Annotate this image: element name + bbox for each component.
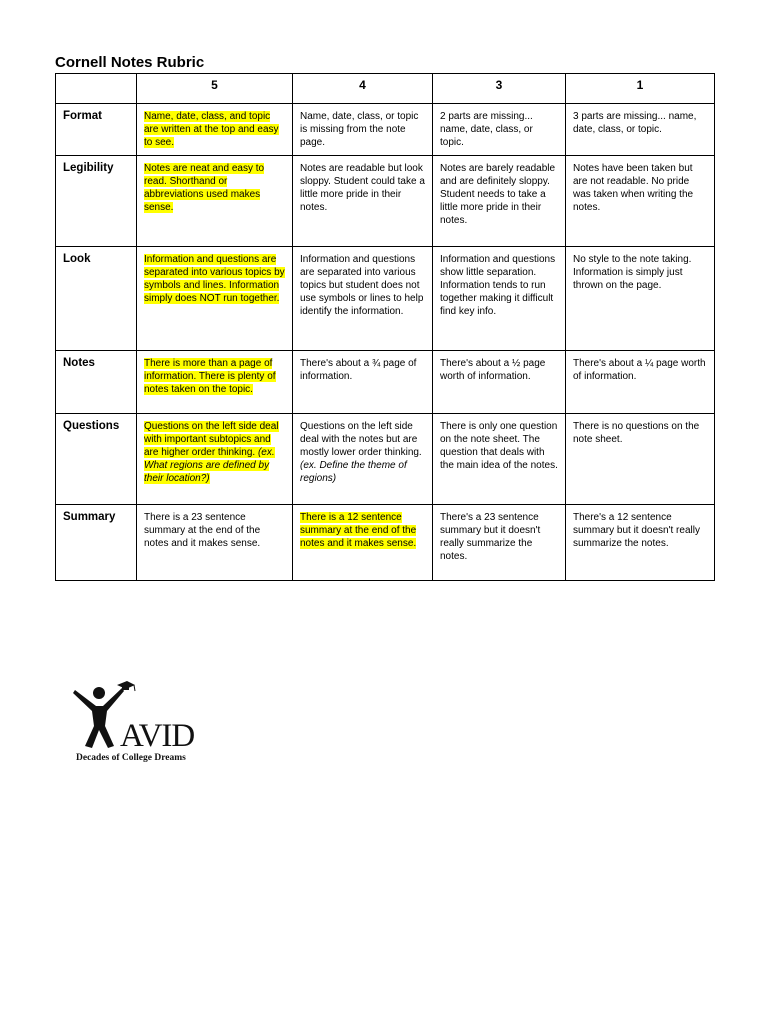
cell-main-text: Questions on the left side deal with the notes but are mostly lower order thinking. [300, 421, 422, 458]
cell-example-text: (ex. What regions are defined by their location?) [144, 447, 275, 484]
avid-wordmark: AVID [120, 718, 195, 754]
rubric-cell: 3 parts are missing... name, date, class, or topic. [566, 104, 715, 156]
criterion-label: Format [56, 104, 137, 156]
graduation-cap-icon [117, 681, 135, 691]
table-row [56, 247, 715, 351]
avid-logo [72, 680, 217, 765]
rubric-cell: 2 parts are missing... name, date, class, or topic. [433, 104, 566, 156]
column-header-score-4: 4 [293, 74, 433, 104]
avid-logo-graphic [72, 680, 217, 765]
rubric-cell [293, 505, 433, 581]
criterion-label: Summary [56, 505, 137, 581]
rubric-cell: There's about a ¼ page worth of information. [566, 351, 715, 414]
rubric-table [55, 73, 715, 581]
avid-tagline: Decades of College Dreams [76, 753, 186, 763]
rubric-cell: There's a 23 sentence summary but it doesn't really summarize the notes. [433, 505, 566, 581]
column-header-score-1: 1 [566, 74, 715, 104]
criterion-label: Notes [56, 351, 137, 414]
jumping-figure-icon [73, 687, 124, 748]
highlighted-text: Information and questions are separated into various topics by symbols and lines. Information simply does NOT run together. [144, 254, 285, 304]
rubric-cell: There's about a ½ page worth of information. [433, 351, 566, 414]
highlighted-text: Notes are neat and easy to read. Shorthand or abbreviations used makes sense. [144, 163, 265, 213]
rubric-cell [137, 351, 293, 414]
rubric-cell: There's a 12 sentence summary but it doesn't really summarize the notes. [566, 505, 715, 581]
column-header-score-5: 5 [137, 74, 293, 104]
table-row [56, 156, 715, 247]
rubric-cell: Notes are readable but look sloppy. Student could take a little more pride in their notes. [293, 156, 433, 247]
rubric-cell [137, 414, 293, 505]
rubric-cell: No style to the note taking. Information is simply just thrown on the page. [566, 247, 715, 351]
table-row [56, 505, 715, 581]
rubric-cell [137, 156, 293, 247]
rubric-cell [137, 104, 293, 156]
rubric-cell: Information and questions are separated into various topics but student does not use symbols or lines to help identify the information. [293, 247, 433, 351]
highlighted-text: There is a 12 sentence summary at the end of the notes and it makes sense. [300, 512, 417, 549]
page-title: Cornell Notes Rubric [55, 54, 205, 71]
rubric-cell: There is a 23 sentence summary at the end of the notes and it makes sense. [137, 505, 293, 581]
table-row [56, 351, 715, 414]
rubric-cell: There is only one question on the note sheet. The question that deals with the main idea of the notes. [433, 414, 566, 505]
column-header-blank [56, 74, 137, 104]
rubric-cell: Information and questions show little separation. Information tends to run together making it difficult find key info. [433, 247, 566, 351]
highlighted-text: Name, date, class, and topic are written at the top and easy to see. [144, 111, 279, 148]
table-row [56, 414, 715, 505]
rubric-cell: There is no questions on the note sheet. [566, 414, 715, 505]
criterion-label: Look [56, 247, 137, 351]
rubric-cell: Name, date, class, or topic is missing from the note page. [293, 104, 433, 156]
table-header-row [56, 74, 715, 104]
criterion-label: Legibility [56, 156, 137, 247]
table-row [56, 104, 715, 156]
rubric-cell [293, 414, 433, 505]
criterion-label: Questions [56, 414, 137, 505]
cell-main-text: Questions on the left side deal with important subtopics and are higher order thinking. [144, 421, 279, 458]
rubric-cell: Notes are barely readable and are definitely sloppy. Student needs to take a little more pride in their notes. [433, 156, 566, 247]
highlighted-text [144, 421, 279, 484]
cell-example-text: (ex. Define the theme of regions) [300, 460, 407, 484]
rubric-cell [137, 247, 293, 351]
rubric-cell: There's about a ¾ page of information. [293, 351, 433, 414]
column-header-score-3: 3 [433, 74, 566, 104]
highlighted-text: There is more than a page of information. There is plenty of notes taken on the topic. [144, 358, 276, 395]
rubric-cell: Notes have been taken but are not readable. No pride was taken when writing the notes. [566, 156, 715, 247]
